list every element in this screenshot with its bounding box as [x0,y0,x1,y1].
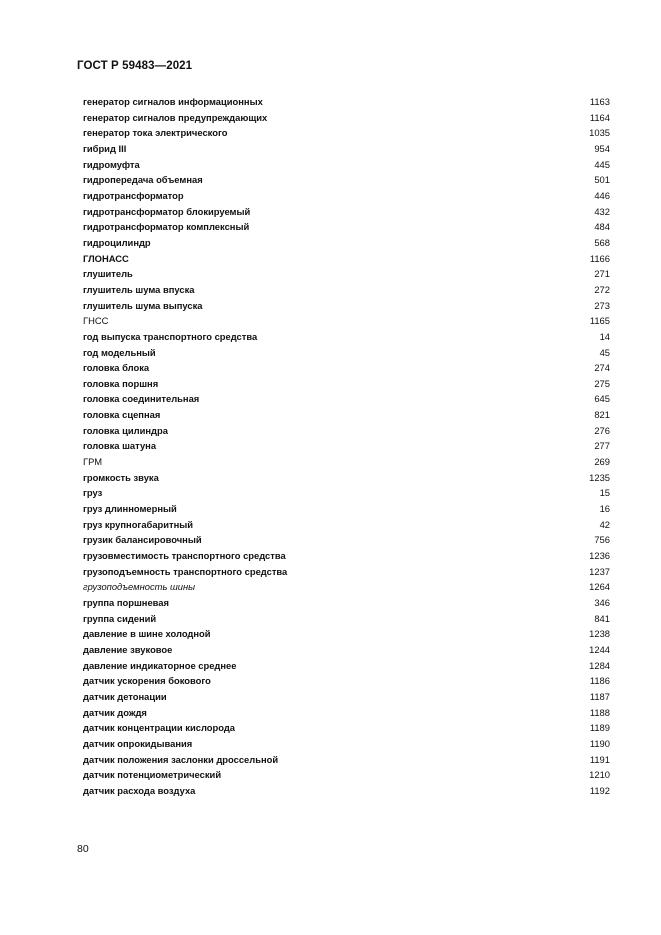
index-term: группа сидений [83,612,157,624]
index-entry [83,564,610,580]
index-entry [83,548,610,564]
index-number: 275 [594,377,610,389]
index-number: 1189 [589,722,610,734]
index-number: 1187 [589,690,610,702]
index-number: 568 [594,236,610,248]
index-number: 841 [594,612,610,624]
index-number: 276 [594,424,610,436]
index-entry [83,125,610,141]
index-number: 16 [599,503,610,515]
index-term: ГРМ [83,456,103,468]
index-number: 445 [594,158,610,170]
index-number: 277 [594,440,610,452]
index-term: датчик потенциометрический [83,769,222,781]
index-term: датчик дождя [83,706,147,718]
index-term: головка шатуна [83,440,157,452]
index-entry [83,595,610,611]
index-entry [83,329,610,345]
index-entry [83,157,610,173]
index-entry [83,360,610,376]
index-number: 1235 [589,471,610,483]
index-entry [83,266,610,282]
index-number: 1264 [589,581,610,593]
index-entry [83,501,610,517]
index-entry [83,720,610,736]
index-term: ГНСС [83,315,109,327]
index-term: глушитель шума выпуска [83,299,203,311]
index-number: 1236 [589,550,610,562]
index-term: год выпуска транспортного средства [83,330,258,342]
index-entry [83,438,610,454]
index-number: 274 [594,362,610,374]
index-number: 756 [594,534,610,546]
index-term: грузик балансировочный [83,534,202,546]
index-term: давление звуковое [83,643,173,655]
index-term: гидротрансформатор блокируемый [83,205,251,217]
index-number: 45 [599,346,610,358]
index-entry [83,705,610,721]
index-number: 1284 [589,659,610,671]
index-number: 1238 [589,628,610,640]
index-entry [83,767,610,783]
index-entry [83,172,610,188]
index-number: 1191 [589,753,610,765]
index-entry [83,689,610,705]
index-term: генератор сигналов предупреждающих [83,111,268,123]
index-term: гидромуфта [83,158,140,170]
index-term: гидроцилиндр [83,236,151,248]
index-number: 821 [594,409,610,421]
index-entry [83,94,610,110]
index-entry [83,626,610,642]
index-entry [83,517,610,533]
alphabetical-index [83,94,610,799]
index-entry [83,313,610,329]
index-entry [83,376,610,392]
index-term: головка поршня [83,377,159,389]
index-term: груз [83,487,103,499]
document-header: ГОСТ Р 59483—2021 [77,60,193,72]
index-entry [83,251,610,267]
index-number: 1186 [589,675,610,687]
index-term: группа поршневая [83,597,169,608]
index-entry [83,532,610,548]
index-term: головка сцепная [83,409,161,421]
index-entry [83,141,610,157]
index-term: гидротрансформатор [83,189,184,201]
index-entry [83,736,610,752]
index-entry [83,658,610,674]
index-entry [83,282,610,298]
index-number: 14 [599,330,610,342]
index-entry [83,470,610,486]
index-term: головка цилиндра [83,424,168,436]
index-number: 432 [594,205,610,217]
index-entry [83,611,610,627]
index-entry [83,783,610,799]
index-number: 645 [594,393,610,405]
index-term: генератор тока электрического [83,127,228,139]
index-entry [83,485,610,501]
index-term: глушитель [83,268,133,280]
index-entry [83,407,610,423]
index-number: 42 [599,518,610,530]
index-number: 484 [594,221,610,233]
index-term: глушитель шума впуска [83,283,195,295]
index-term: год модельный [83,346,156,358]
index-term: головка блока [83,362,150,374]
index-term: генератор сигналов информационных [83,96,263,107]
index-entry [83,752,610,768]
index-number: 271 [594,268,610,280]
index-number: 1210 [589,769,610,781]
index-term: датчик опрокидывания [83,737,193,749]
index-entry [83,219,610,235]
index-entry [83,391,610,407]
index-term: грузоподъемность шины [83,581,196,593]
index-term: давление индикаторное среднее [83,659,237,671]
index-term: датчик ускорения бокового [83,675,211,687]
index-number: 269 [594,456,610,468]
index-number: 272 [594,283,610,295]
index-entry [83,110,610,126]
index-entry [83,188,610,204]
index-term: гидротрансформатор комплексный [83,221,250,233]
index-term: грузоподъемность транспортного средства [83,565,288,577]
index-term: датчик концентрации кислорода [83,722,236,734]
index-term: гидропередача объемная [83,174,203,186]
index-entry [83,673,610,689]
index-number: 954 [594,142,610,154]
index-number: 1237 [589,565,610,577]
index-term: датчик положения заслонки дроссельной [83,753,279,765]
index-entry [83,579,610,595]
index-term: грузовместимость транспортного средства [83,550,286,562]
index-number: 273 [594,299,610,311]
index-term: гибрид III [83,142,127,154]
index-term: громкость звука [83,471,159,483]
index-number: 1188 [589,706,610,718]
index-number: 15 [599,487,610,499]
index-term: головка соединительная [83,393,200,405]
index-term: датчик расхода воздуха [83,784,196,796]
index-number: 1165 [589,315,610,327]
index-number: 446 [594,189,610,201]
page-number: 80 [77,843,89,855]
index-entry [83,235,610,251]
index-term: давление в шине холодной [83,628,211,640]
index-term: датчик детонации [83,690,167,702]
index-number: 1166 [589,252,610,264]
index-number: 1244 [589,643,610,655]
index-entry [83,454,610,470]
index-number: 1035 [589,127,610,139]
index-number: 1192 [589,784,610,796]
index-term: груз крупногабаритный [83,518,194,530]
index-term: ГЛОНАСС [83,252,129,264]
index-entry [83,642,610,658]
index-entry [83,345,610,361]
index-number: 1164 [589,111,610,123]
index-number: 1190 [589,737,610,749]
index-number: 1163 [589,96,610,107]
index-number: 501 [594,174,610,186]
index-entry [83,423,610,439]
index-entry [83,298,610,314]
index-number: 346 [594,597,610,608]
index-term: груз длинномерный [83,503,177,515]
index-entry [83,204,610,220]
